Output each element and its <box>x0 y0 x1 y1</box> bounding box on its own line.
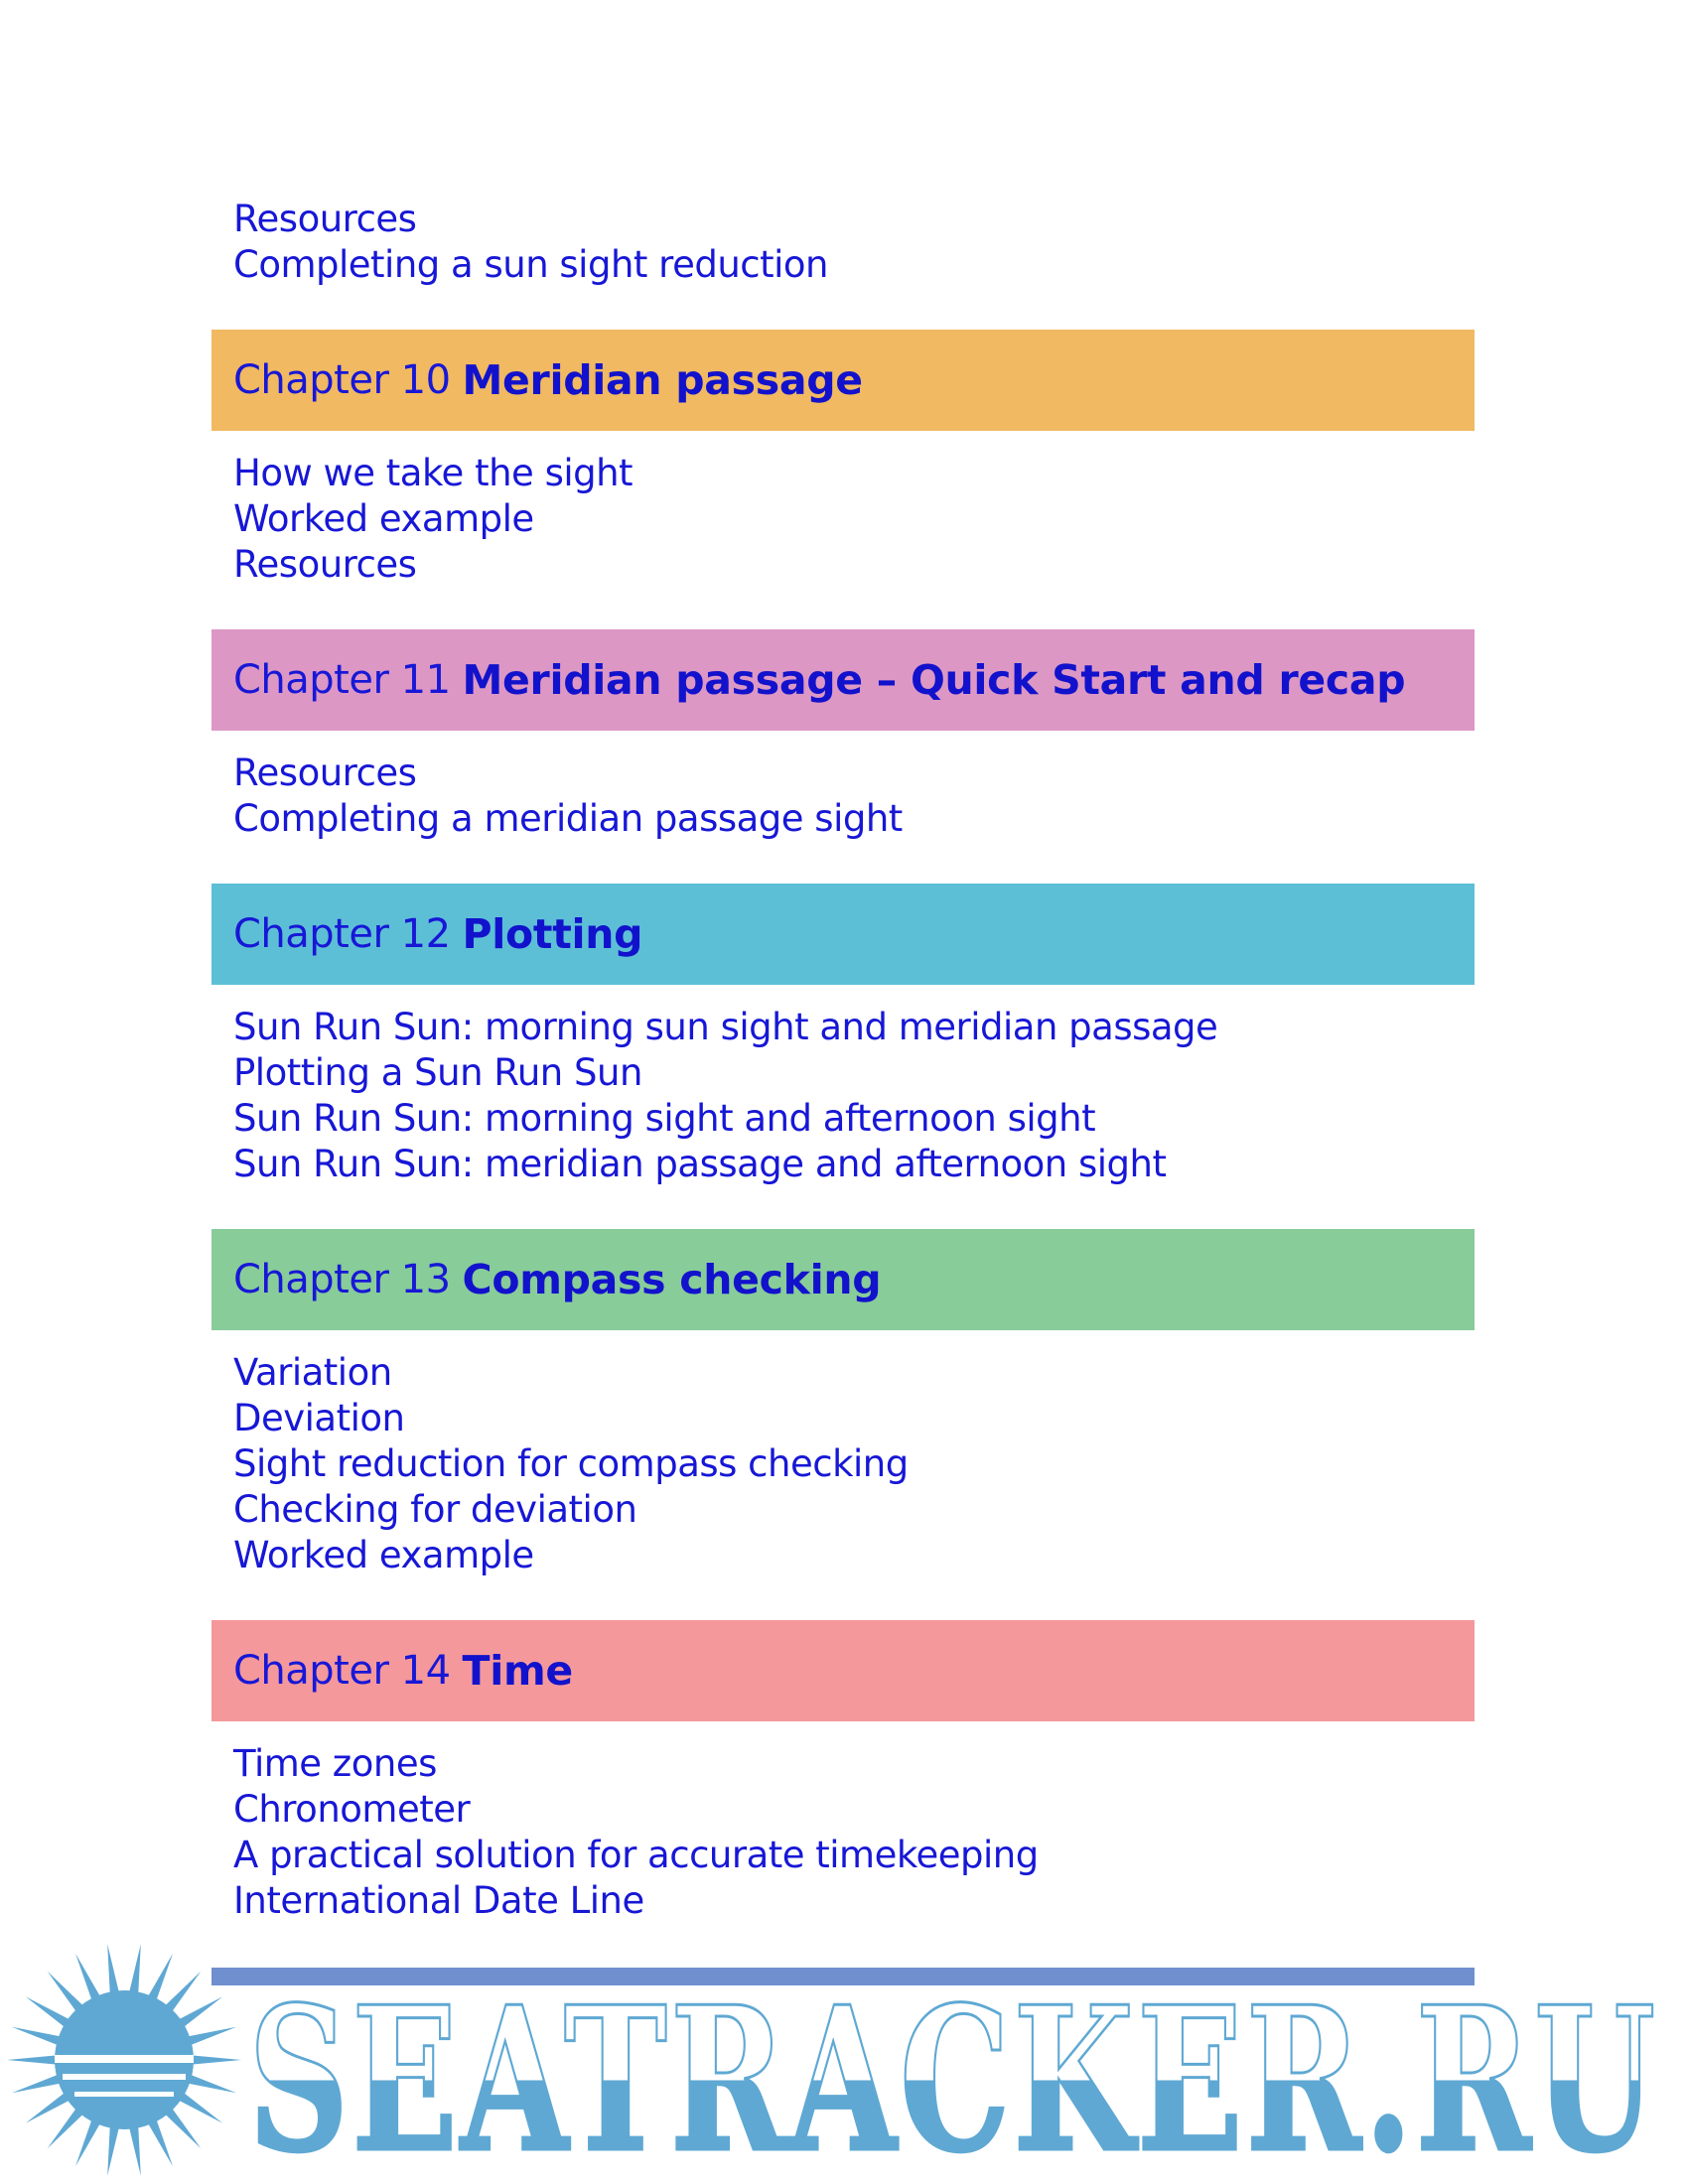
toc-entry[interactable]: Chronometer <box>233 1788 471 1831</box>
chapter-title: Plotting <box>462 910 643 958</box>
chapter-12-entries <box>211 985 1475 1187</box>
chapter-14-section <box>211 1620 1475 1924</box>
toc-entry[interactable]: A practical solution for accurate timekeeping <box>233 1834 1039 1876</box>
chapter-13-entries <box>211 1330 1475 1578</box>
chapter-number: Chapter 13 <box>233 1257 451 1302</box>
sun-icon <box>7 1944 241 2176</box>
watermark <box>0 1936 1688 2184</box>
toc-entry[interactable]: Completing a meridian passage sight <box>233 797 903 840</box>
chapter-12-section <box>211 884 1475 1187</box>
chapter-10-entries <box>211 431 1475 588</box>
toc-entry[interactable]: International Date Line <box>233 1879 644 1922</box>
toc-entry[interactable]: Sun Run Sun: meridian passage and afternoon sight <box>233 1143 1167 1185</box>
chapter-13-section <box>211 1229 1475 1578</box>
chapter-number: Chapter 12 <box>233 911 451 957</box>
toc-entry[interactable]: Checking for deviation <box>233 1488 637 1531</box>
toc-entry[interactable]: Worked example <box>233 1534 534 1576</box>
toc-entry[interactable]: Resources <box>233 751 417 794</box>
chapter-title: Time <box>462 1647 573 1695</box>
toc-entry[interactable]: Resources <box>233 543 417 586</box>
chapter-11-section <box>211 629 1475 842</box>
toc-entry[interactable]: Sun Run Sun: morning sight and afternoon sight <box>233 1097 1096 1140</box>
chapter-title: Meridian passage – Quick Start and recap <box>462 656 1406 704</box>
chapter-10-section <box>211 330 1475 588</box>
toc-entry[interactable]: Sight reduction for compass checking <box>233 1442 909 1485</box>
toc-entry[interactable]: Sun Run Sun: morning sun sight and meridian passage <box>233 1006 1218 1048</box>
watermark-text: SEATRACKER.RU <box>248 1964 1658 2184</box>
toc-entry[interactable]: Completing a sun sight reduction <box>233 243 828 286</box>
toc-entry[interactable]: Plotting a Sun Run Sun <box>233 1051 642 1094</box>
chapter-11-header[interactable] <box>211 629 1475 731</box>
chapter-14-header[interactable] <box>211 1620 1475 1721</box>
chapter-title: Compass checking <box>462 1256 882 1303</box>
chapter-number: Chapter 10 <box>233 357 451 403</box>
toc-entry[interactable]: Time zones <box>233 1742 437 1785</box>
chapter-10-header[interactable] <box>211 330 1475 431</box>
chapter-11-entries <box>211 731 1475 842</box>
chapter-number: Chapter 11 <box>233 657 451 703</box>
continued-items <box>233 197 828 288</box>
chapter-number: Chapter 14 <box>233 1648 451 1694</box>
toc-entry[interactable]: Variation <box>233 1351 392 1394</box>
chapter-12-header[interactable] <box>211 884 1475 985</box>
toc-entry[interactable]: Resources <box>233 198 417 240</box>
chapter-title: Meridian passage <box>462 356 863 404</box>
toc-entry[interactable]: Deviation <box>233 1397 405 1439</box>
chapter-13-header[interactable] <box>211 1229 1475 1330</box>
chapter-14-entries <box>211 1721 1475 1924</box>
toc-entry[interactable]: How we take the sight <box>233 452 633 494</box>
toc-entry[interactable]: Worked example <box>233 497 534 540</box>
